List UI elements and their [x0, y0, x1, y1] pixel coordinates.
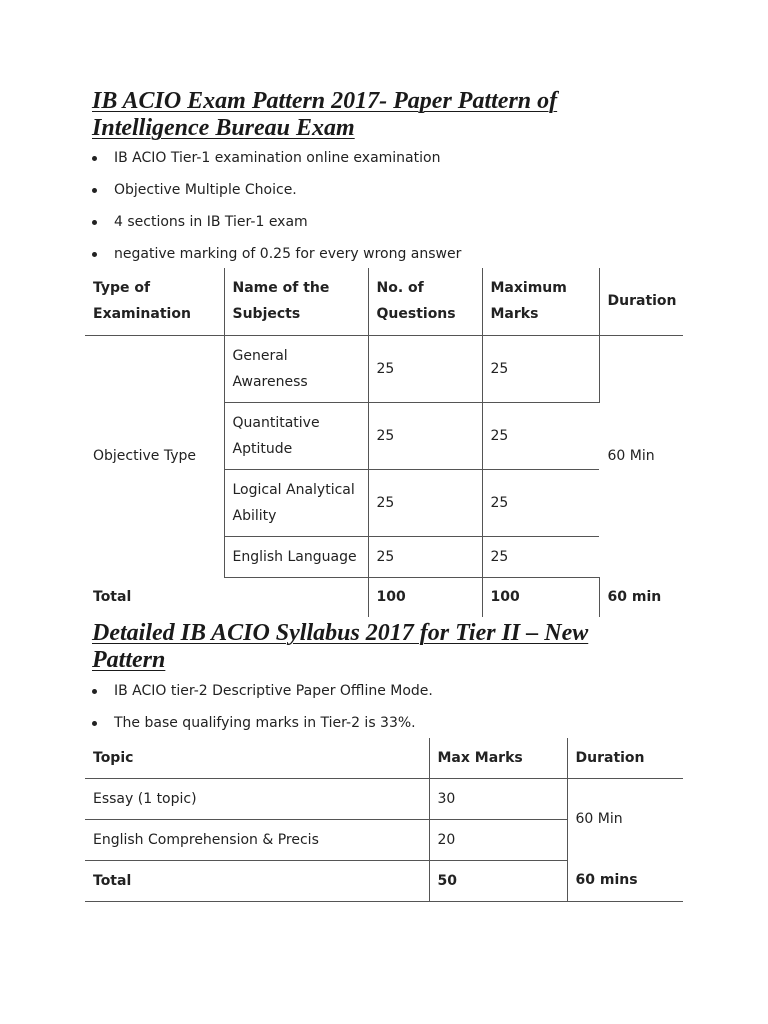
header-maximum-marks: Maximum Marks	[482, 268, 599, 335]
header-max-marks: Max Marks	[429, 738, 567, 778]
table-row	[85, 335, 683, 402]
header-topic: Topic	[85, 738, 429, 778]
subject-cell: Logical Analytical Ability	[224, 469, 368, 536]
total-duration: 60 mins	[567, 860, 683, 901]
questions-cell: 25	[368, 335, 482, 402]
section2-heading-line2: Pattern	[92, 647, 166, 673]
bullet-item: negative marking of 0.25 for every wrong answer	[92, 246, 461, 278]
marks-cell: 25	[482, 536, 599, 577]
section1-bullet-list	[92, 150, 461, 278]
questions-cell: 25	[368, 469, 482, 536]
topic-cell: Essay (1 topic)	[85, 778, 429, 819]
total-row	[85, 860, 683, 901]
duration-cell: 60 Min	[567, 778, 683, 860]
topic-cell: English Comprehension & Precis	[85, 819, 429, 860]
table-header-row	[85, 738, 683, 778]
table-row	[85, 778, 683, 819]
questions-cell: 25	[368, 402, 482, 469]
total-questions: 100	[368, 577, 482, 617]
duration-cell: 60 Min	[607, 448, 655, 465]
bullet-item: The base qualifying marks in Tier-2 is 33%.	[92, 715, 433, 747]
header-duration: Duration	[567, 738, 683, 778]
section1-heading	[92, 88, 557, 142]
header-type-of-examination: Type of Examination	[85, 268, 224, 335]
subject-cell: General Awareness	[224, 335, 368, 402]
section2-heading	[92, 620, 588, 674]
exam-pattern-table	[85, 268, 683, 617]
marks-cell: 20	[429, 819, 567, 860]
total-marks: 50	[429, 860, 567, 901]
table-header-row	[85, 268, 683, 335]
header-duration: Duration	[599, 268, 683, 335]
subject-cell: Quantitative Aptitude	[224, 402, 368, 469]
questions-cell: 25	[368, 536, 482, 577]
section2-heading-line1: Detailed IB ACIO Syllabus 2017 for Tier II – New	[92, 620, 589, 646]
total-duration: 60 min	[599, 577, 683, 617]
marks-cell: 30	[429, 778, 567, 819]
header-no-of-questions: No. of Questions	[368, 268, 482, 335]
marks-cell: 25	[482, 335, 599, 402]
bullet-item: IB ACIO tier-2 Descriptive Paper Offline Mode.	[92, 683, 433, 715]
marks-cell: 25	[482, 469, 599, 536]
bullet-item: IB ACIO Tier-1 examination online examination	[92, 150, 461, 182]
bullet-item: Objective Multiple Choice.	[92, 182, 461, 214]
section1-heading-line2: Intelligence Bureau Exam	[92, 115, 355, 141]
total-row	[85, 577, 683, 617]
total-marks: 100	[482, 577, 599, 617]
section1-heading-line1: IB ACIO Exam Pattern 2017- Paper Pattern of	[92, 88, 558, 114]
total-label: Total	[85, 860, 429, 901]
subject-cell: English Language	[224, 536, 368, 577]
tier2-table	[85, 738, 683, 902]
header-name-of-subjects: Name of the Subjects	[224, 268, 368, 335]
bullet-item: 4 sections in IB Tier-1 exam	[92, 214, 461, 246]
total-label: Total	[93, 589, 132, 605]
exam-type-cell: Objective Type	[93, 448, 196, 465]
marks-cell: 25	[482, 402, 599, 469]
